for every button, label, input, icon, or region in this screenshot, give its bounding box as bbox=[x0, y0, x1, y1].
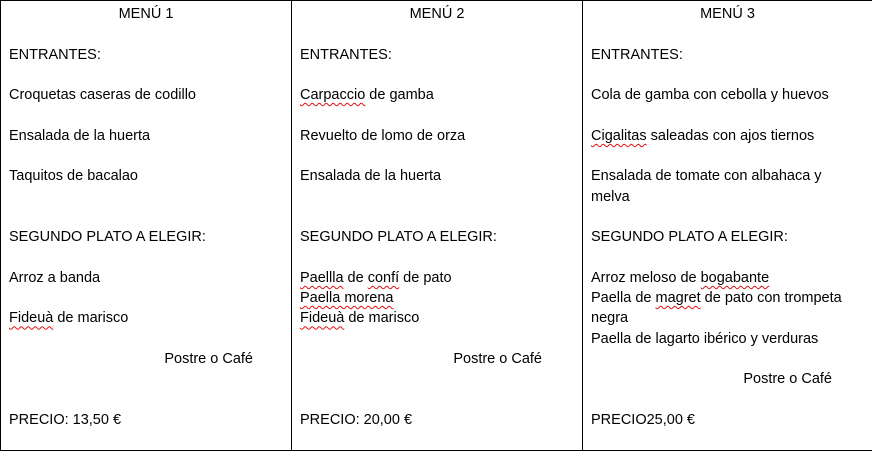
menu-3-title: MENÚ 3 bbox=[700, 6, 755, 22]
menu-3-starters-heading: ENTRANTES: bbox=[591, 46, 683, 63]
menu-1-mains-heading: SEGUNDO PLATO A ELEGIR: bbox=[9, 229, 206, 246]
menu-2-starter-1: Carpaccio de gamba bbox=[300, 87, 434, 104]
menu-3-starter-3: Ensalada de tomate con albahaca y melva bbox=[591, 168, 822, 205]
menu-2-dessert: Postre o Café bbox=[453, 351, 542, 368]
menu-3-main-2: Paella de magret de pato con trompeta negra bbox=[591, 290, 842, 327]
menu-1-starter-3: Taquitos de bacalao bbox=[9, 168, 138, 185]
menu-3-starter-2: Cigalitas saleadas con ajos tiernos bbox=[591, 127, 815, 144]
menu-2-starters-heading: ENTRANTES: bbox=[300, 46, 392, 63]
menu-2-starter-2: Revuelto de lomo de orza bbox=[300, 127, 466, 144]
menu-1-main-1: Arroz a banda bbox=[9, 269, 101, 286]
menu-3-main-1: Arroz meloso de bogabante bbox=[591, 269, 770, 286]
menu-2-mains-heading: SEGUNDO PLATO A ELEGIR: bbox=[300, 229, 497, 246]
menu-2-cell bbox=[292, 1, 583, 451]
menu-row bbox=[1, 1, 872, 451]
menu-2-main-3: Fideuà de marisco bbox=[300, 310, 420, 327]
menu-1-title: MENÚ 1 bbox=[118, 6, 174, 22]
menu-3-starter-1: Cola de gamba con cebolla y huevos bbox=[591, 87, 829, 104]
menu-1-starter-2: Ensalada de la huerta bbox=[9, 127, 151, 144]
menu-2-price: PRECIO: 20,00 € bbox=[300, 411, 413, 428]
menu-3-mains-heading: SEGUNDO PLATO A ELEGIR: bbox=[591, 229, 788, 246]
menu-1-cell bbox=[1, 1, 292, 451]
menu-3-cell bbox=[583, 1, 872, 451]
menu-1-main-2: Fideuà de marisco bbox=[9, 310, 129, 327]
menu-1-dessert: Postre o Café bbox=[164, 351, 253, 368]
menu-2-main-1: Paellla de confí de pato bbox=[300, 269, 452, 286]
menu-1-starter-1: Croquetas caseras de codillo bbox=[9, 87, 196, 104]
menu-2-main-2: Paella morena bbox=[300, 290, 394, 307]
menu-1-price: PRECIO: 13,50 € bbox=[9, 411, 122, 428]
menu-3-price: PRECIO25,00 € bbox=[591, 411, 695, 428]
menu-3-dessert: Postre o Café bbox=[743, 371, 832, 388]
menu-3-main-3: Paella de lagarto ibérico y verduras bbox=[591, 330, 819, 347]
menu-2-starter-3: Ensalada de la huerta bbox=[300, 168, 442, 185]
menu-1-starters-heading: ENTRANTES: bbox=[9, 46, 101, 63]
menu-2-title: MENÚ 2 bbox=[409, 6, 465, 22]
